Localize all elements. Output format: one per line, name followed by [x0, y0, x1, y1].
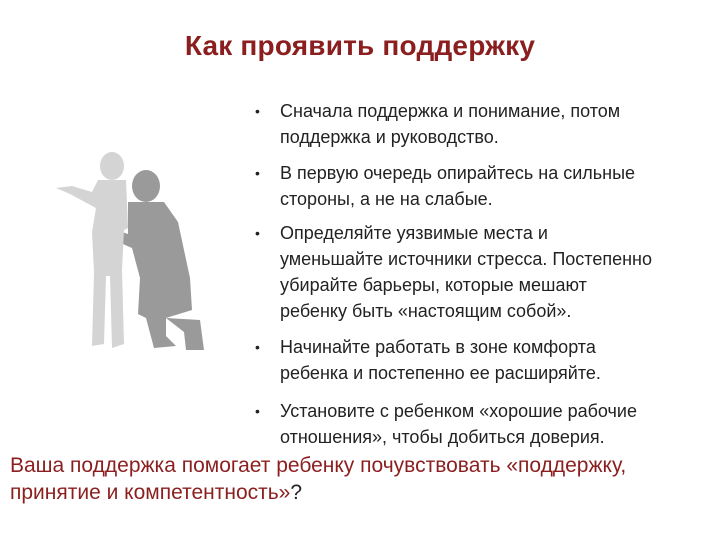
list-item-line: Сначала поддержка и понимание, потом	[280, 101, 621, 121]
closing-question	[10, 452, 720, 506]
list-item	[250, 334, 720, 386]
bullet-point-icon: •	[255, 103, 260, 119]
list-item-line: Начинайте работать в зоне комфорта	[280, 337, 596, 357]
support-tips-list	[250, 98, 720, 450]
parent-and-child-silhouette-icon	[42, 148, 220, 356]
list-item-line: стороны, а не на слабые.	[280, 189, 493, 209]
list-item	[250, 98, 720, 150]
closing-question-line: Ваша поддержка помогает ребенку почувствовать «поддержку,	[10, 454, 627, 477]
list-item-line: отношения», чтобы добиться доверия.	[280, 427, 605, 447]
list-item-line: В первую очередь опирайтесь на сильные	[280, 163, 636, 183]
bullet-point-icon: •	[255, 339, 260, 355]
bullet-point-icon: •	[255, 403, 260, 419]
list-item-line: ребенку быть «настоящим собой».	[280, 301, 572, 321]
list-item	[250, 160, 720, 212]
list-item-line: уменьшайте источники стресса. Постепенно	[280, 249, 653, 269]
bullet-point-icon: •	[255, 165, 260, 181]
list-item	[250, 220, 720, 324]
list-item-line: поддержка и руководство.	[280, 127, 499, 147]
list-item	[250, 398, 720, 450]
closing-question-line	[10, 479, 720, 506]
question-mark: ?	[290, 481, 303, 504]
page-title: Как проявить поддержку	[184, 30, 536, 61]
list-item-line: ребенка и постепенно ее расширяйте.	[280, 363, 601, 383]
list-item-line: убирайте барьеры, которые мешают	[280, 275, 587, 295]
bullet-point-icon: •	[255, 225, 260, 241]
list-item-line: Определяйте уязвимые места и	[280, 223, 548, 243]
closing-question-text: принятие и компетентность»	[10, 481, 291, 504]
list-item-line: Установите с ребенком «хорошие рабочие	[280, 401, 637, 421]
